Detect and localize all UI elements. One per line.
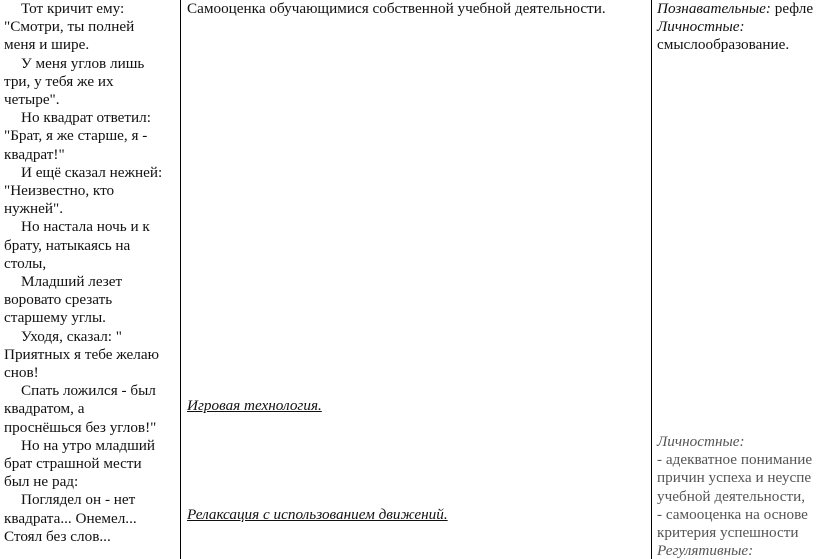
poem-line: квадрата... Онемел...	[4, 509, 137, 527]
bullet-line: - самооценка на основе	[657, 505, 808, 523]
poem-line: брат страшной мести	[4, 455, 142, 473]
poem-line: "Смотри, ты полней	[4, 18, 135, 36]
poem-line: "Брат, я же старше, я -	[4, 127, 148, 145]
poem-line: брату, натыкаясь на	[4, 236, 131, 254]
column-divider-1	[180, 0, 181, 559]
poem-line: квадратом, а	[4, 400, 85, 418]
poem-line: был не рад:	[4, 473, 79, 491]
meaning-making-text: смыслообразование.	[657, 36, 790, 54]
bullet-line: учебной деятельности,	[657, 487, 806, 505]
personal-label-2: Личностные:	[657, 433, 745, 450]
poem-line: Спать ложился - был	[21, 382, 156, 400]
poem-line: "Неизвестно, кто	[4, 182, 115, 200]
poem-line: Уходя, сказал: "	[21, 327, 123, 345]
poem-line: проснёшься без углов!"	[4, 418, 157, 436]
poem-line: нужней".	[4, 200, 64, 218]
game-technology-text: Игровая технология.	[187, 397, 322, 414]
cognitive-line	[657, 0, 813, 18]
cognitive-label: Познавательные:	[657, 0, 771, 17]
learning-skills-cell	[657, 0, 816, 559]
self-assessment-text: Самооценка обучающимися собственной учебной деятельности.	[187, 0, 606, 17]
poem-cell	[4, 0, 180, 546]
poem-line: Младший лезет	[21, 273, 123, 291]
poem-line: Приятных я тебе желаю	[4, 345, 159, 363]
poem-line: квадрат!"	[4, 145, 65, 163]
poem-line: три, у тебя же их	[4, 72, 114, 90]
poem-line: столы,	[4, 254, 47, 272]
poem-line: воровато срезать	[4, 291, 113, 309]
relaxation-text: Релаксация с использованием движений.	[187, 506, 448, 523]
poem-line: И ещё сказал нежней:	[21, 163, 163, 181]
personal-label-1: Личностные:	[657, 18, 745, 36]
bullet-line: критерия успешности	[657, 524, 799, 542]
poem-line: У меня углов лишь	[21, 54, 145, 72]
poem-line: Тот кричит ему:	[21, 0, 125, 17]
methods-cell	[187, 0, 647, 559]
poem-line: Стоял без слов...	[4, 527, 111, 545]
poem-line: Поглядел он - нет	[21, 491, 136, 509]
bullet-line: причин успеха и неуспе	[657, 469, 812, 487]
poem-line: четыре".	[4, 91, 60, 109]
poem-line: меня и шире.	[4, 36, 90, 54]
cognitive-value: рефле	[774, 0, 814, 17]
bullet-line: - адекватное понимание	[657, 451, 813, 469]
poem-line: снов!	[4, 364, 39, 382]
column-divider-2	[651, 0, 652, 559]
poem-line: Но на утро младший	[21, 436, 156, 454]
poem-line: Но настала ночь и к	[21, 218, 150, 236]
regulatory-label: Регулятивные:	[657, 542, 754, 559]
poem-line: старшему углы.	[4, 309, 106, 327]
poem-line: Но квадрат ответил:	[21, 109, 151, 127]
